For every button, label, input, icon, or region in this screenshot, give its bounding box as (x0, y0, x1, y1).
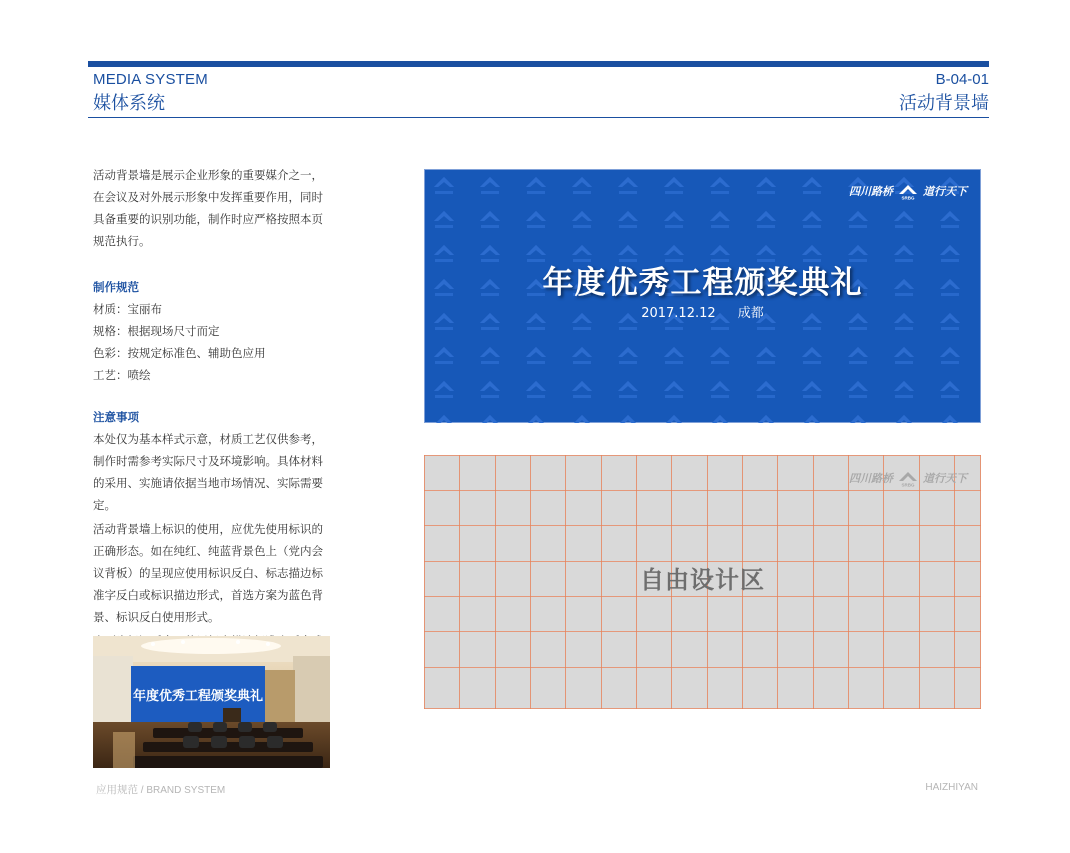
brand-mark-label: SRBG (901, 195, 915, 200)
spec-material: 材质：宝丽布 (93, 302, 162, 316)
brand-mark-icon (897, 469, 919, 487)
page-code: B-04-01 (935, 71, 989, 88)
description-column (93, 164, 333, 674)
brand-mark-icon (897, 182, 919, 200)
banner-logo-right-text: 道行天下 (923, 185, 967, 198)
production-title: 制作规范 (93, 280, 139, 294)
footer-right: HAIZHIYAN (925, 782, 978, 793)
banner-logo-left-text: 四川路桥 (849, 185, 893, 198)
banner-subtitle (424, 302, 981, 321)
event-backdrop-banner (424, 169, 981, 423)
spec-size: 规格：根据现场尺寸而定 (93, 324, 220, 338)
footer-left-cn: 应用规范 (96, 784, 138, 796)
spec-color: 色彩：按规定标准色、辅助色应用 (93, 346, 266, 360)
system-title-cn: 媒体系统 (93, 93, 165, 114)
venue-photo (93, 636, 330, 768)
footer-left-en: BRAND SYSTEM (146, 785, 226, 796)
grid-brand-logo (849, 469, 967, 487)
notes-title: 注意事项 (93, 410, 139, 424)
photo-banner-text: 年度优秀工程颁奖典礼 (132, 689, 264, 704)
banner-title: 年度优秀工程颁奖典礼 (542, 265, 863, 301)
notes-paragraph-1: 本处仅为基本样式示意，材质工艺仅供参考，制作时需参考实际尺寸及环境影响。具体材料的采用、实施请依据当地市场情况、实际需要定。 (93, 432, 323, 512)
header-divider (88, 117, 989, 118)
page-title: 活动背景墙 (899, 93, 989, 114)
free-design-zone-label: 自由设计区 (640, 566, 765, 594)
intro-text: 活动背景墙是展示企业形象的重要媒介之一，在会议及对外展示形象中发挥重要作用，同时具备重要的识别功能，制作时应严格按照本页规范执行。 (93, 168, 323, 248)
spec-process: 工艺：喷绘 (93, 368, 151, 382)
grid-logo-right-text: 道行天下 (923, 472, 967, 485)
system-title-en: MEDIA SYSTEM (93, 71, 208, 88)
banner-location: 成都 (737, 306, 764, 321)
free-design-grid-panel (424, 455, 981, 709)
notes-paragraph-2: 活动背景墙上标识的使用，应优先使用标识的正确形态。如在纯红、纯蓝背景色上（党内会议背板）的呈现应使用标识反白、标志描边标准字反白或标识描边形式，首选方案为蓝色背景、标识反白使用形式。 (93, 522, 323, 624)
grid-logo-left-text: 四川路桥 (849, 472, 893, 485)
grid-brand-mark-label: SRBG (901, 482, 915, 487)
banner-date: 2017.12.12 (641, 306, 716, 321)
footer-slash: / (140, 785, 144, 796)
banner-brand-logo (849, 181, 967, 201)
header-top-bar (88, 61, 989, 67)
venue-photo-illustration (93, 636, 330, 768)
footer-left (96, 782, 225, 797)
